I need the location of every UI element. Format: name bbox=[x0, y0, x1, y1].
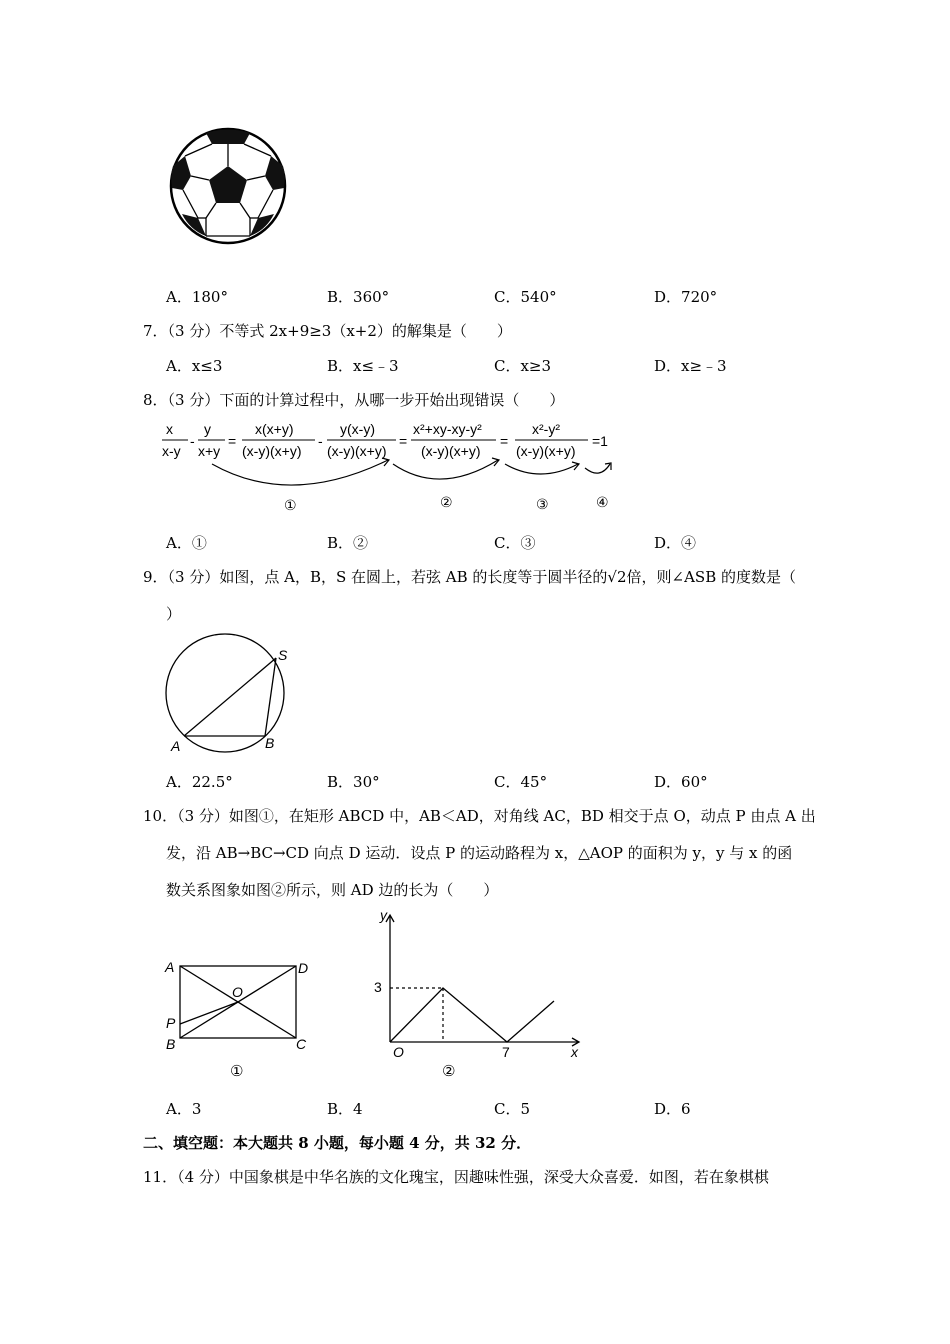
q9-point-a: A bbox=[171, 738, 181, 754]
svg-text:x+y: x+y bbox=[198, 443, 221, 459]
q8-step-2: ② bbox=[440, 494, 453, 510]
q7-option-b: B．x≤﹣3 bbox=[327, 357, 399, 375]
q7-option-d: D．x≥﹣3 bbox=[654, 357, 727, 375]
q10-fig2-caption: ② bbox=[442, 1063, 456, 1080]
svg-text:x: x bbox=[166, 421, 173, 437]
svg-text:(x-y)(x+y): (x-y)(x+y) bbox=[421, 443, 481, 459]
q7-option-a: A．x≤3 bbox=[166, 357, 223, 375]
svg-text:(x-y)(x+y): (x-y)(x+y) bbox=[327, 443, 387, 459]
q10-rectangle-figure bbox=[160, 952, 320, 1084]
q8-calculation-figure bbox=[160, 418, 620, 518]
q8-question: 8．（3 分）下面的计算过程中，从哪一步开始出现错误（ ） bbox=[143, 391, 565, 409]
q6-option-a: A．180° bbox=[166, 288, 228, 306]
q10-option-c: C．5 bbox=[494, 1100, 531, 1118]
q10-fig1-caption: ① bbox=[230, 1063, 244, 1080]
q8-option-a: A．① bbox=[166, 534, 207, 552]
q6-option-b: B．360° bbox=[327, 288, 390, 306]
svg-text:y(x-y): y(x-y) bbox=[340, 421, 375, 437]
q7-question: 7．（3 分）不等式 2x+9≥3（x+2）的解集是（ ） bbox=[143, 322, 512, 340]
q8-step-4: ④ bbox=[596, 494, 609, 510]
q10-fig2-y: y bbox=[380, 907, 387, 923]
q10-fig2-7: 7 bbox=[502, 1044, 510, 1060]
q10-fig2-o: O bbox=[393, 1044, 404, 1060]
q8-option-c: C．③ bbox=[494, 534, 536, 552]
svg-text:=: = bbox=[228, 433, 237, 449]
svg-text:x-y: x-y bbox=[162, 443, 181, 459]
q9-point-b: B bbox=[265, 735, 275, 751]
q10-option-a: A．3 bbox=[166, 1100, 202, 1118]
q10-fig1-b: B bbox=[166, 1036, 176, 1052]
q6-option-d: D．720° bbox=[654, 288, 718, 306]
q9-circle-figure bbox=[160, 630, 300, 755]
q10-fig1-p: P bbox=[166, 1015, 176, 1031]
q9-option-c: C．45° bbox=[494, 773, 548, 791]
svg-text:=: = bbox=[399, 433, 408, 449]
q9-question-line2: ） bbox=[166, 605, 182, 623]
svg-text:x(x+y): x(x+y) bbox=[255, 421, 294, 437]
q10-option-b: B．4 bbox=[327, 1100, 363, 1118]
svg-text:y: y bbox=[204, 421, 211, 437]
q8-step-1: ① bbox=[284, 497, 297, 513]
q10-question-line2: 发，沿 AB→BC→CD 向点 D 运动．设点 P 的运动路程为 x，△AOP 的面积为 y，y 与 x 的函 bbox=[166, 844, 793, 862]
q10-fig1-a: A bbox=[165, 959, 175, 975]
q10-question-line3: 数关系图象如图②所示，则 AD 边的长为（ ） bbox=[166, 881, 499, 899]
q10-fig1-d: D bbox=[298, 960, 309, 976]
q8-option-b: B．② bbox=[327, 534, 369, 552]
q10-question-line1: 10．（3 分）如图①，在矩形 ABCD 中，AB＜AD，对角线 AC，BD 相交于点 O，动点 P 由点 A 出 bbox=[143, 807, 816, 825]
q9-point-s: S bbox=[278, 647, 288, 663]
q7-option-c: C．x≥3 bbox=[494, 357, 552, 375]
section-2-heading: 二、填空题：本大题共 8 小题，每小题 4 分，共 32 分． bbox=[143, 1134, 532, 1152]
svg-text:=1: =1 bbox=[592, 433, 608, 449]
svg-text:x²+xy-xy-y²: x²+xy-xy-y² bbox=[413, 421, 482, 437]
q10-fig1-o: O bbox=[232, 984, 243, 1000]
q10-fig2-x: x bbox=[571, 1044, 578, 1060]
q9-question-line1: 9．（3 分）如图，点 A，B，S 在圆上，若弦 AB 的长度等于圆半径的√2倍，则∠ASB 的度数是（ bbox=[143, 568, 796, 586]
q8-option-d: D．④ bbox=[654, 534, 697, 552]
svg-text:(x-y)(x+y): (x-y)(x+y) bbox=[242, 443, 302, 459]
q10-fig1-c: C bbox=[296, 1036, 307, 1052]
svg-text:(x-y)(x+y): (x-y)(x+y) bbox=[516, 443, 576, 459]
q9-option-d: D．60° bbox=[654, 773, 708, 791]
q9-option-b: B．30° bbox=[327, 773, 380, 791]
soccer-ball-figure bbox=[168, 126, 290, 248]
svg-text:x²-y²: x²-y² bbox=[532, 421, 560, 437]
svg-text:-: - bbox=[318, 433, 323, 449]
q10-fig2-3: 3 bbox=[374, 979, 382, 995]
q8-step-3: ③ bbox=[536, 496, 549, 512]
q9-option-a: A．22.5° bbox=[166, 773, 233, 791]
q10-option-d: D．6 bbox=[654, 1100, 691, 1118]
svg-text:=: = bbox=[500, 433, 509, 449]
q11-question: 11．（4 分）中国象棋是中华名族的文化瑰宝，因趣味性强，深受大众喜爱．如图，若在象棋棋 bbox=[143, 1168, 769, 1186]
q10-graph-figure bbox=[360, 904, 590, 1084]
svg-text:-: - bbox=[190, 433, 195, 449]
q6-option-c: C．540° bbox=[494, 288, 557, 306]
